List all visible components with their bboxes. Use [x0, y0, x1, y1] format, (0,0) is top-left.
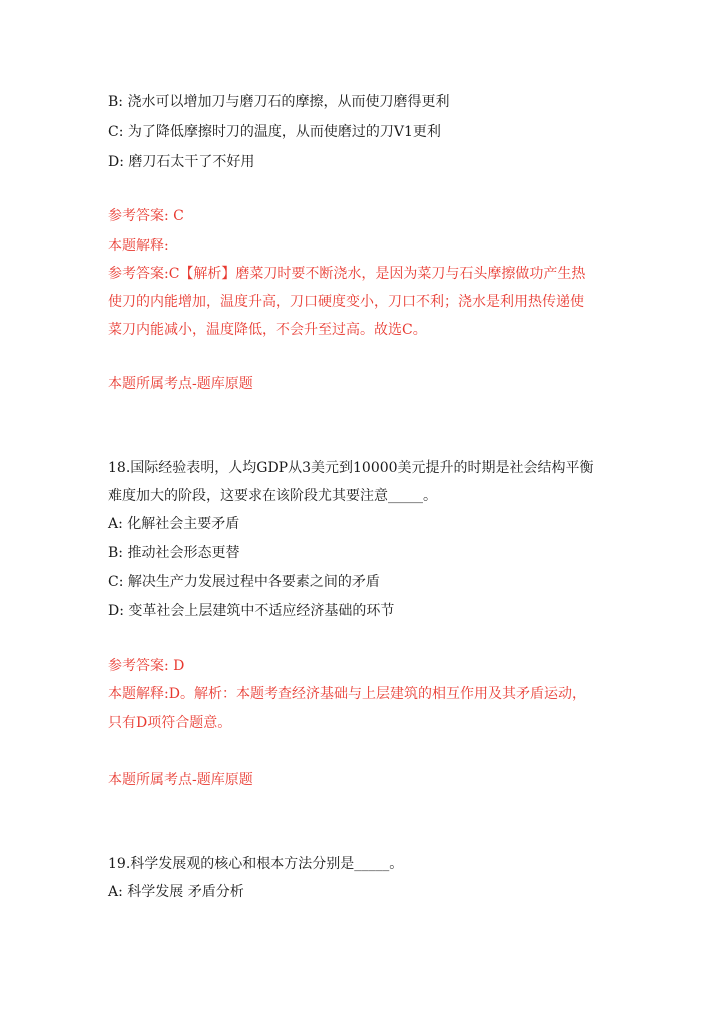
- q18-topic: 本题所属考点-题库原题: [108, 772, 253, 788]
- q17-explanation-line-2: 使刀的内能增加，温度升高，刀口硬度变小，刀口不利；浇水是利用热传递使: [108, 294, 584, 310]
- q19-option-a: A: 科学发展 矛盾分析: [108, 884, 244, 900]
- q19-question: 19.科学发展观的核心和根本方法分别是_____。: [108, 856, 404, 872]
- q18-option-a: A: 化解社会主要矛盾: [108, 516, 240, 532]
- q17-explanation-line-1: 参考答案:C【解析】磨菜刀时要不断浇水，是因为菜刀与石头摩擦做功产生热: [108, 266, 586, 282]
- q17-option-c: C: 为了降低摩擦时刀的温度，从而使磨过的刀V1更利: [108, 124, 441, 140]
- q18-question-line-1: 18.国际经验表明，人均GDP从3美元到10000美元提升的时期是社会结构平衡: [108, 460, 594, 476]
- q18-option-c: C: 解决生产力发展过程中各要素之间的矛盾: [108, 574, 380, 590]
- q18-option-b: B: 推动社会形态更替: [108, 545, 240, 561]
- q17-explanation-line-3: 菜刀内能减小，温度降低，不会升至过高。故选C。: [108, 322, 427, 338]
- q18-answer: 参考答案: D: [108, 658, 185, 674]
- q18-option-d: D: 变革社会上层建筑中不适应经济基础的环节: [108, 603, 395, 619]
- q17-topic: 本题所属考点-题库原题: [108, 376, 253, 392]
- document-page: [108, 0, 628, 1018]
- q18-question-line-2: 难度加大的阶段，这要求在该阶段尤其要注意_____。: [108, 488, 437, 504]
- q18-explanation-line-2: 只有D项符合题意。: [108, 715, 232, 731]
- q17-option-d: D: 磨刀石太干了不好用: [108, 154, 255, 170]
- q17-option-b: B: 浇水可以增加刀与磨刀石的摩擦，从而使刀磨得更利: [108, 94, 450, 110]
- q17-explanation-heading: 本题解释:: [108, 238, 169, 254]
- q18-explanation-line-1: 本题解释:D。解析：本题考查经济基础与上层建筑的相互作用及其矛盾运动，: [108, 686, 586, 702]
- q17-answer: 参考答案: C: [108, 208, 184, 224]
